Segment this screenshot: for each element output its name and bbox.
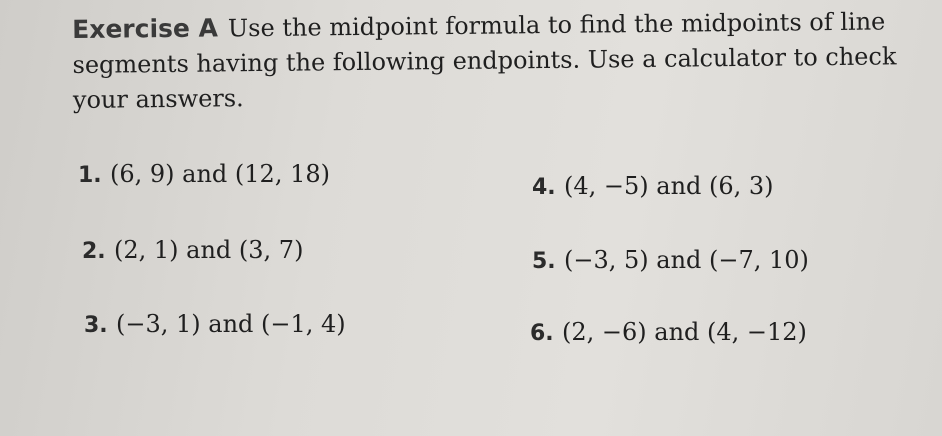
problem-text: (4, −5) and (6, 3) [564, 172, 774, 200]
exercise-instructions: Use the midpoint formula to find the midpoints of line segments having the following endpoints. Use a calculator to check your answers. [72, 7, 897, 114]
problem-number: 6. [530, 321, 554, 346]
exercise-intro [72, 3, 913, 118]
problem-1 [78, 160, 330, 188]
problem-3 [84, 310, 346, 338]
problem-number: 1. [78, 163, 102, 188]
problem-text: (2, −6) and (4, −12) [562, 318, 807, 346]
problem-2 [82, 236, 303, 264]
problem-text: (6, 9) and (12, 18) [110, 160, 330, 188]
problem-6 [530, 318, 807, 346]
problem-number: 5. [532, 249, 556, 274]
problem-5 [532, 246, 809, 274]
problem-number: 4. [532, 175, 556, 200]
problem-text: (−3, 1) and (−1, 4) [116, 310, 346, 338]
problem-number: 3. [84, 313, 108, 338]
problem-number: 2. [82, 239, 106, 264]
problem-text: (−3, 5) and (−7, 10) [564, 246, 809, 274]
problem-4 [532, 172, 774, 200]
exercise-heading: Exercise A [72, 13, 219, 44]
problem-text: (2, 1) and (3, 7) [114, 236, 304, 264]
